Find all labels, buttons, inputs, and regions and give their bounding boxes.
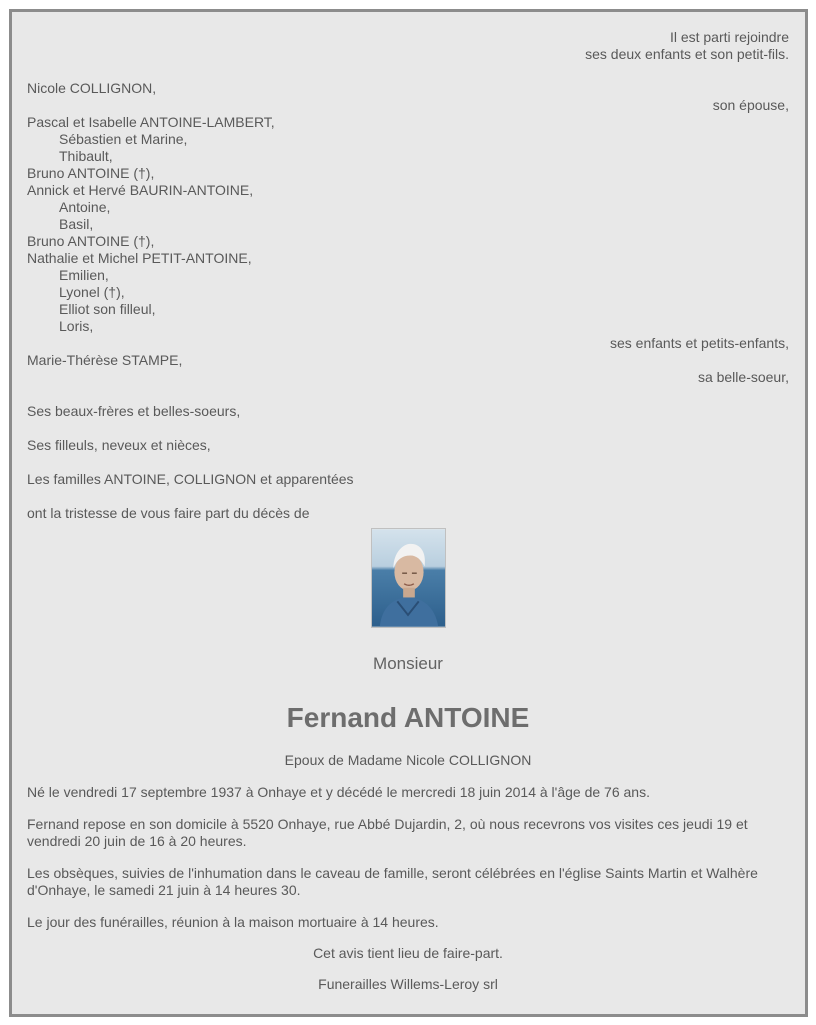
family-member: Bruno ANTOINE (†), (27, 165, 155, 181)
visits-paragraph: Fernand repose en son domicile à 5520 Onhaye, rue Abbé Dujardin, 2, où nous recevrons vos visites ces jeudi 19 et vendredi 20 juin de 16 à 20 heures. (27, 816, 748, 849)
in-laws-line: Ses beaux-frères et belles-soeurs, (27, 403, 241, 419)
portrait-wrapper (27, 528, 789, 632)
grandchild: Lyonel (†), (59, 284, 125, 300)
portrait-photo (371, 528, 446, 628)
grandchild: Sébastien et Marine, (59, 131, 188, 147)
funeral-paragraph: Les obsèques, suivies de l'inhumation dans le caveau de famille, seront célébrées en l'église Saints Martin et Walhère d'Onhaye, le samedi 21 juin à 14 heures 30. (27, 865, 758, 898)
family-member: Nathalie et Michel PETIT-ANTOINE, (27, 250, 252, 266)
wife-role: son épouse, (712, 97, 789, 113)
notice-line: Cet avis tient lieu de faire-part. (313, 945, 503, 961)
sister-in-law-name: Marie-Thérèse STAMPE, (27, 352, 183, 368)
wife-name: Nicole COLLIGNON, (27, 80, 157, 96)
announcement-line: ont la tristesse de vous faire part du décès de (27, 505, 310, 521)
family-member: Pascal et Isabelle ANTOINE-LAMBERT, (27, 114, 275, 130)
sister-in-law-role: sa belle-soeur, (697, 369, 789, 385)
family-member: Annick et Hervé BAURIN-ANTOINE, (27, 182, 254, 198)
deceased-name: Fernand ANTOINE (286, 702, 530, 733)
families-line: Les familles ANTOINE, COLLIGNON et apparentées (27, 471, 354, 487)
intro-line-2: ses deux enfants et son petit-fils. (585, 46, 789, 62)
grandchild: Thibault, (59, 148, 113, 164)
children-role: ses enfants et petits-enfants, (610, 335, 789, 351)
honorific: Monsieur (373, 654, 443, 673)
grandchild: Antoine, (59, 199, 111, 215)
grandchild: Basil, (59, 216, 94, 232)
intro-line-1: Il est parti rejoindre (669, 29, 789, 45)
obituary-frame (9, 9, 808, 1017)
family-member: Bruno ANTOINE (†), (27, 233, 155, 249)
spouse-line: Epoux de Madame Nicole COLLIGNON (284, 752, 532, 768)
funeral-home: Funerailles Willems-Leroy srl (318, 976, 498, 992)
meeting-paragraph: Le jour des funérailles, réunion à la maison mortuaire à 14 heures. (27, 914, 439, 930)
obituary-content (27, 29, 789, 993)
birth-death-paragraph: Né le vendredi 17 septembre 1937 à Onhaye et y décédé le mercredi 18 juin 2014 à l'âge de 76 ans. (27, 784, 650, 800)
grandchild: Elliot son filleul, (59, 301, 156, 317)
grandchild: Loris, (59, 318, 94, 334)
godchildren-line: Ses filleuls, neveux et nièces, (27, 437, 211, 453)
grandchild: Emilien, (59, 267, 109, 283)
